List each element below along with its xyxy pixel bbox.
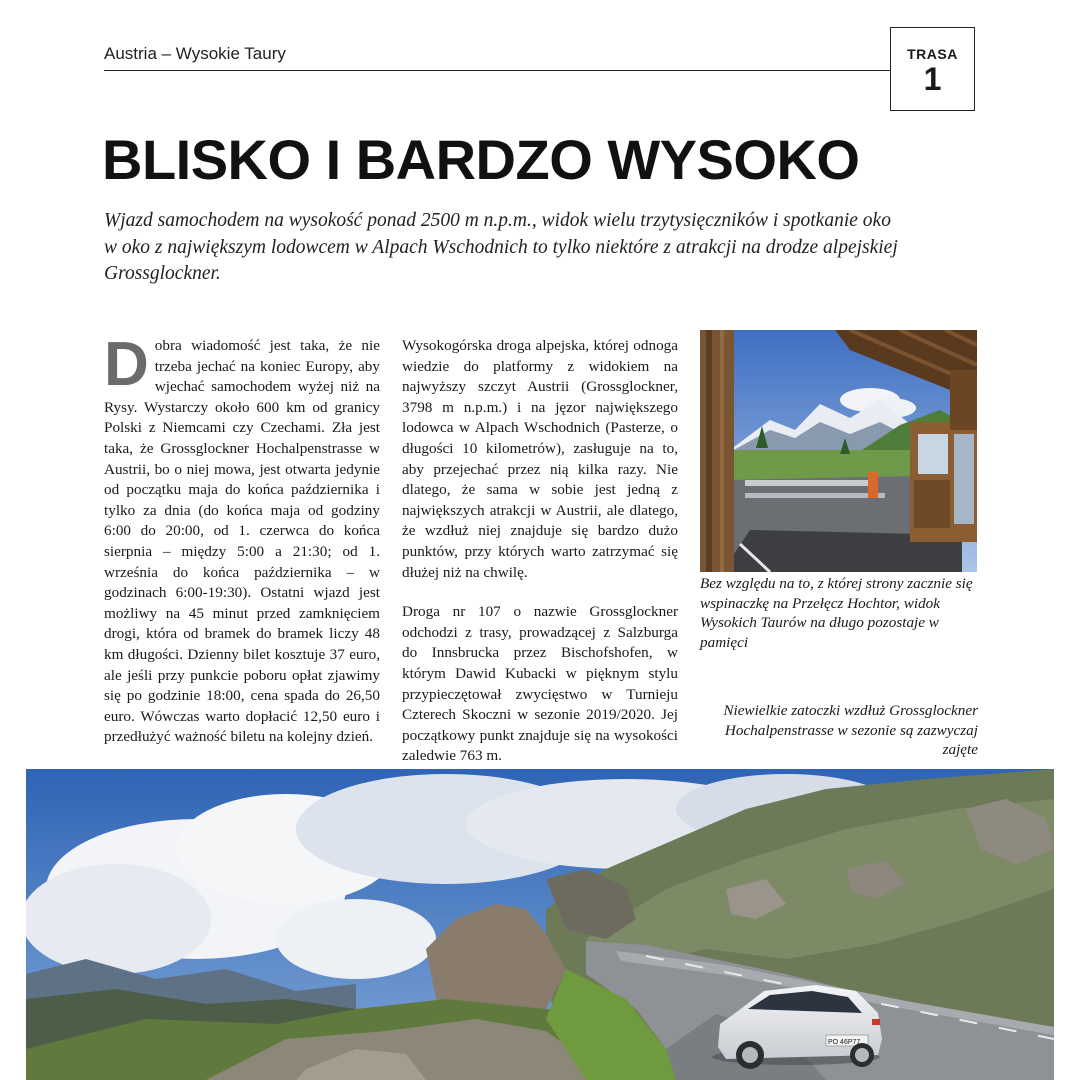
- toll-booth-illustration: [700, 330, 977, 572]
- column-2-paragraph-1: Wysokogórska droga alpejska, której odnoga wiedzie do platformy z widokiem na najwyższy szczyt Austrii (Grossglockner, 3798 m n.p.m.) i na jęzor największego lodowca w Alpach Wschodnich (Pasterze, o długości 10 kilometrów), zasługuje na to, aby przejechać przez nią kilka razy. Nie dlatego, że sama w sobie jest jedną z największych atrakcji w Austrii, ale dlatego, że wzdłuż niej znajduje się bardzo dużo punktów, przy których warto zatrzymać się dłużej niż na chwilę.: [402, 337, 678, 581]
- bottom-photo-caption: Niewielkie zatoczki wzdłuż Grossglockner Hochalpenstrasse w sezonie są zazwyczaj zajęte: [723, 702, 978, 758]
- route-number-box: [890, 27, 975, 111]
- route-label: TRASA: [907, 46, 958, 62]
- license-plate: PO 46P77: [828, 1039, 861, 1046]
- column-1-text: obra wiadomość jest taka, że nie trzeba jechać na koniec Europy, aby wjechać samochodem wyżej niż na Rysy. Wystarczy około 600 km od granicy Polski z Niemcami czy Czechami. Zła jest taka, że Grossglockner Hochalpenstrasse w Austrii, bo o niej mowa, jest otwarta jedynie od początku maja do końca października i tylko za dnia (do końca maja od godziny 6:00 do 20:00, od 1. czerwca do końca sierpnia – między 5:00 a 21:30; od 1. września do końca października – w godzinach 6:00-19:30). Ostatni wjazd jest możliwy na 45 minut przed zamknięciem drogi, która od bramek do bramek liczy 48 km długości. Dzienny bilet kosztuje 37 euro, ale jeśli przy punkcie poboru opłat zjawimy się po godzinie 18:00, cena spada do 26,50 euro. Wówczas warto dopłacić 12,50 euro i przedłużyć ważność biletu na kolejny dzień.: [104, 337, 380, 746]
- column-1-paragraph: [104, 330, 380, 748]
- mountain-road-photo: [26, 769, 1054, 1080]
- text-column-2: [402, 336, 678, 786]
- top-photo-caption: Bez względu na to, z której strony zacznie się wspinaczkę na Przełęcz Hochtor, widok Wysokich Taurów na długo pozostaje w pamięci: [700, 575, 973, 651]
- drop-cap: D: [104, 330, 149, 399]
- article-title: BLISKO I BARDZO WYSOKO: [102, 128, 860, 191]
- mountain-road-illustration: [26, 769, 1054, 1080]
- route-number: 1: [923, 61, 942, 97]
- text-column-1: [104, 330, 380, 767]
- header-rule: [104, 70, 890, 71]
- column-2-paragraph-2: Droga nr 107 o nazwie Grossglockner odchodzi z trasy, prowadzącej z Salzburga do Innsbrucka przez Bischofshofen, w którym Dawid Kubacki w pięknym stylu przypieczętował zwycięstwo w Turnieju Czterech Skoczni w sezonie 2019/2020. Jej początkowy punkt znajduje się na wysokości zaledwie 763 m.: [402, 603, 678, 765]
- toll-booth-photo: [700, 330, 977, 572]
- article-lead: Wjazd samochodem na wysokość ponad 2500 m n.p.m., widok wielu trzytysięczników i spotkanie oko w oko z największym lodowcem w Alpach Wschodnich to tylko niektóre z atrakcji na drodze alpejskiej Grossglockner.: [104, 210, 898, 284]
- section-label: Austria – Wysokie Taury: [104, 44, 286, 63]
